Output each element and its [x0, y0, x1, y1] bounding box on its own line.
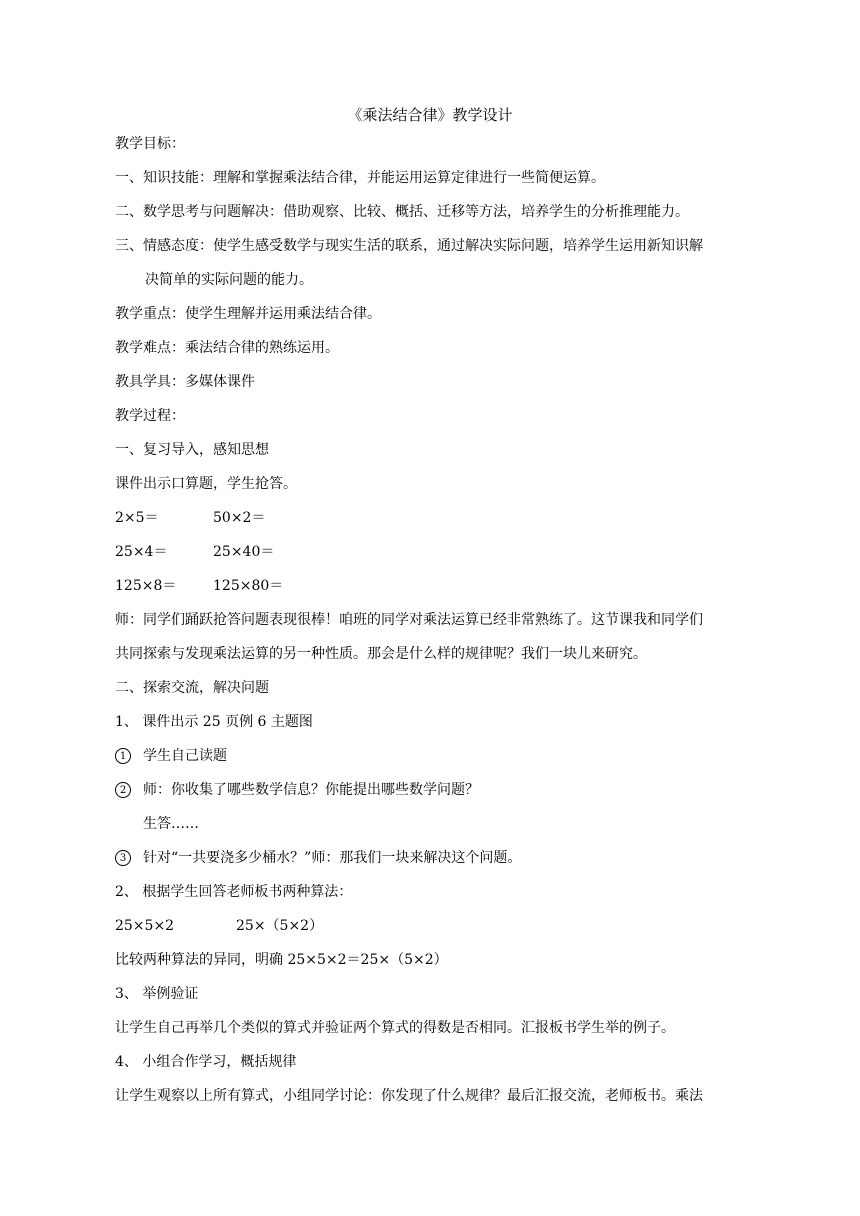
step3: 3、 举例验证 — [115, 986, 199, 1002]
calc-item: 25×40＝ — [213, 544, 275, 560]
circled-number-2: 2 — [115, 782, 131, 798]
section1-heading: 一、复习导入，感知思想 — [115, 442, 269, 458]
goal-attitude-line2: 决简单的实际问题的能力。 — [145, 272, 313, 288]
goal-attitude-line1: 三、情感态度：使学生感受数学与现实生活的联系，通过解决实际问题，培养学生运用新知识解 — [115, 238, 703, 254]
key-point: 教学重点：使学生理解并运用乘法结合律。 — [115, 306, 381, 322]
step2: 2、 根据学生回答老师板书两种算法： — [115, 884, 353, 900]
goals-heading: 教学目标： — [115, 136, 185, 152]
calc-item: 125×8＝ — [115, 578, 177, 594]
teacher-remark-line2: 共同探索与发现乘法运算的另一种性质。那会是什么样的规律呢？我们一块儿来研究。 — [115, 646, 647, 662]
teaching-tools: 教具学具：多媒体课件 — [115, 374, 255, 390]
step1: 1、 课件出示 25 页例 6 主题图 — [115, 714, 313, 730]
sub-step-2-text: 师：你收集了哪些数学信息？你能提出哪些数学问题？ — [143, 782, 479, 798]
calc-item: 50×2＝ — [213, 510, 266, 526]
compare-line: 比较两种算法的异同，明确 25×5×2＝25×（5×2） — [115, 952, 448, 968]
step4-text: 让学生观察以上所有算式，小组同学讨论：你发现了什么规律？最后汇报交流，老师板书。乘法 — [115, 1088, 703, 1104]
goal-knowledge: 一、知识技能：理解和掌握乘法结合律，并能运用运算定律进行一些简便运算。 — [115, 170, 605, 186]
student-answer: 生答…… — [143, 816, 199, 832]
teacher-remark-line1: 师：同学们踊跃抢答问题表现很棒！咱班的同学对乘法运算已经非常熟练了。这节课我和同学们 — [115, 612, 703, 628]
method-a: 25×5×2 — [115, 918, 175, 934]
step4: 4、 小组合作学习，概括规律 — [115, 1054, 297, 1070]
calc-item: 2×5＝ — [115, 510, 159, 526]
circled-number-3: 3 — [115, 850, 131, 866]
sub-step-2 — [115, 780, 479, 800]
sub-step-3 — [115, 848, 521, 868]
calc-item: 25×4＝ — [115, 544, 168, 560]
sub-step-3-text: 针对“一共要浇多少桶水？”师：那我们一块来解决这个问题。 — [143, 850, 522, 866]
difficulty: 教学难点：乘法结合律的熟练运用。 — [115, 340, 339, 356]
sub-step-1-text: 学生自己读题 — [143, 748, 227, 764]
section2-heading: 二、探索交流，解决问题 — [115, 680, 269, 696]
method-b: 25×（5×2） — [236, 918, 324, 934]
calc-item: 125×80＝ — [213, 578, 284, 594]
goal-thinking: 二、数学思考与问题解决：借助观察、比较、概括、迁移等方法，培养学生的分析推理能力。 — [115, 204, 689, 220]
section1-intro: 课件出示口算题，学生抢答。 — [115, 476, 297, 492]
circled-number-1: 1 — [115, 748, 131, 764]
process-heading: 教学过程： — [115, 408, 185, 424]
document-title: 《乘法结合律》教学设计 — [347, 106, 513, 124]
sub-step-1 — [115, 746, 227, 766]
step3-text: 让学生自己再举几个类似的算式并验证两个算式的得数是否相同。汇报板书学生举的例子。 — [115, 1020, 675, 1036]
